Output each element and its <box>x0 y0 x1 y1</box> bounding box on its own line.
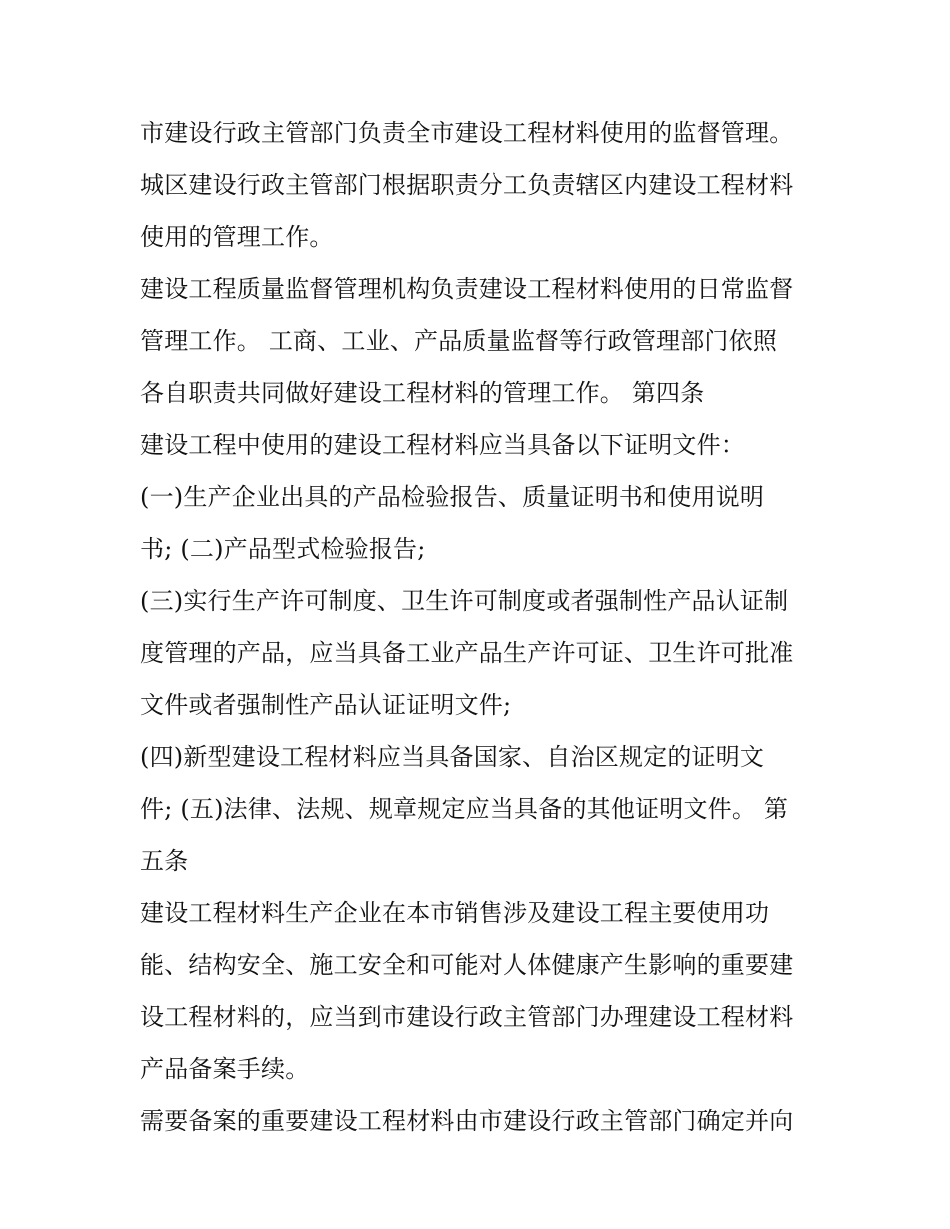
text-line: 各自职责共同做好建设工程材料的管理工作。 第四条 <box>140 379 705 407</box>
text-line: 设工程材料的，应当到市建设行政主管部门办理建设工程材料 <box>140 1003 794 1031</box>
text-line: 城区建设行政主管部门根据职责分工负责辖区内建设工程材料 <box>140 171 794 199</box>
text-line: (一)生产企业出具的产品检验报告、质量证明书和使用说明 <box>140 483 765 511</box>
text-line: 建设工程质量监督管理机构负责建设工程材料使用的日常监督 <box>140 275 794 303</box>
text-line: 文件或者强制性产品认证证明文件; <box>140 691 512 719</box>
text-line: 能、结构安全、施工安全和可能对人体健康产生影响的重要建 <box>140 951 794 979</box>
text-line: 市建设行政主管部门负责全市建设工程材料使用的监督管理。 <box>140 119 794 147</box>
text-line: 度管理的产品，应当具备工业产品生产许可证、卫生许可批准 <box>140 639 794 667</box>
text-line: 使用的管理工作。 <box>140 223 334 251</box>
text-line: 建设工程中使用的建设工程材料应当具备以下证明文件： <box>140 431 745 459</box>
text-line: (三)实行生产许可制度、卫生许可制度或者强制性产品认证制 <box>140 587 789 615</box>
text-line: 件; (五)法律、法规、规章规定应当具备的其他证明文件。 第 <box>140 795 789 823</box>
text-line: 需要备案的重要建设工程材料由市建设行政主管部门确定并向 <box>140 1107 794 1135</box>
text-line: (四)新型建设工程材料应当具备国家、自治区规定的证明文 <box>140 743 765 771</box>
text-line: 建设工程材料生产企业在本市销售涉及建设工程主要使用功 <box>140 899 770 927</box>
document-body <box>140 107 820 1147</box>
text-line: 书; (二)产品型式检验报告; <box>140 535 426 563</box>
text-line: 管理工作。 工商、工业、产品质量监督等行政管理部门依照 <box>140 327 778 355</box>
text-line: 五条 <box>140 847 189 875</box>
text-line: 产品备案手续。 <box>140 1055 310 1083</box>
